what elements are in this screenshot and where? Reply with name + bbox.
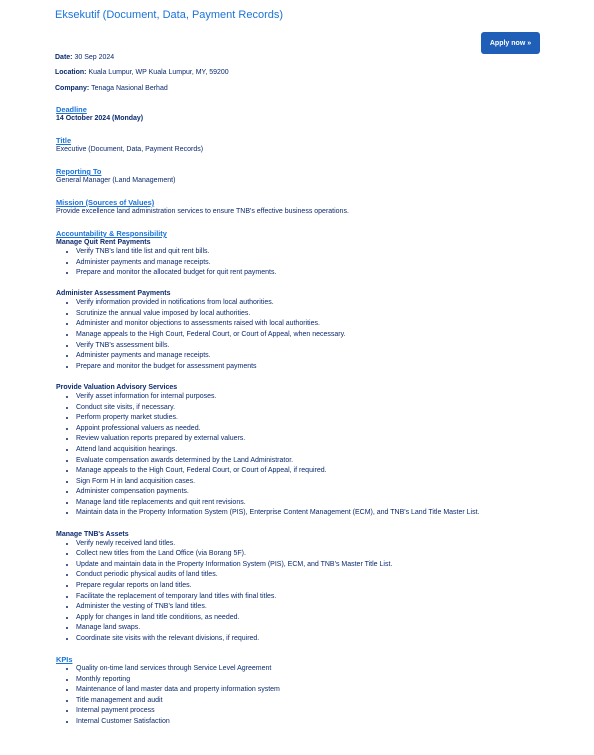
reporting-section [56, 167, 576, 185]
list-item: • Apply for changes in land title conditions, as needed. [76, 613, 576, 624]
kpis-heading: KPIs [56, 655, 73, 664]
list-item: • Review valuation reports prepared by external valuers. [76, 434, 576, 445]
list-item: • Manage land title replacements and quit rent revisions. [76, 498, 576, 509]
list-item: • Conduct site visits, if necessary. [76, 403, 576, 414]
list-item: • Prepare and monitor the budget for assessment payments [76, 362, 576, 373]
accountability-heading: Accountability & Responsibility [56, 229, 167, 238]
location-value: Kuala Lumpur, WP Kuala Lumpur, MY, 59200 [88, 69, 229, 76]
title-value: Executive (Document, Data, Payment Records) [56, 146, 204, 153]
list-item: • Maintain data in the Property Information System (PIS), Enterprise Content Management (ECM), and TNB's Land Title Master List. [76, 508, 576, 519]
mission-value: Provide excellence land administration services to ensure TNB's effective business operations. [56, 208, 349, 215]
list-item: • Administer and monitor objections to assessments raised with local authorities. [76, 319, 576, 330]
list-item: • Verify asset information for internal purposes. [76, 392, 576, 403]
list-item: • Internal Customer Satisfaction [76, 717, 576, 728]
list-item: • Maintenance of land master data and property information system [76, 685, 576, 696]
kpis-section [56, 655, 576, 728]
location-row [55, 69, 229, 76]
list-item: • Verify TNB's land title list and quit rent bills. [76, 247, 576, 258]
group-assets [56, 530, 576, 645]
list-item: • Verify newly received land titles. [76, 539, 576, 550]
list-item: • Prepare regular reports on land titles. [76, 581, 576, 592]
group-title: Administer Assessment Payments [56, 290, 171, 298]
company-label: Company: [55, 85, 90, 92]
list-item: • Sign Form H in land acquisition cases. [76, 477, 576, 488]
list-item: • Manage land swaps. [76, 623, 576, 634]
list-item: • Perform property market studies. [76, 413, 576, 424]
list-item: • Collect new titles from the Land Office (via Borang 5F). [76, 549, 576, 560]
list-item: • Attend land acquisition hearings. [76, 445, 576, 456]
mission-heading: Mission (Sources of Values) [56, 198, 155, 207]
company-row [55, 85, 168, 92]
location-label: Location: [55, 69, 87, 76]
deadline-section [56, 105, 576, 123]
list-item: • Manage appeals to the High Court, Federal Court, or Court of Appeal, if required. [76, 466, 576, 477]
list-item: • Administer payments and manage receipts. [76, 351, 576, 362]
job-title: Eksekutif (Document, Data, Payment Records) [55, 9, 284, 21]
list-item: • Internal payment process [76, 706, 576, 717]
list-item: • Facilitate the replacement of temporary land titles with final titles. [76, 592, 576, 603]
title-section [56, 136, 576, 154]
group-quit-rent [56, 238, 576, 279]
date-value: 30 Sep 2024 [74, 54, 115, 61]
list-item: • Monthly reporting [76, 675, 576, 686]
group-title: Manage TNB's Assets [56, 530, 129, 538]
date-label: Date: [55, 54, 73, 61]
list-item: • Verify information provided in notifications from local authorities. [76, 298, 576, 309]
list-item: • Prepare and monitor the allocated budget for quit rent payments. [76, 268, 576, 279]
list-item: • Verify TNB's assessment bills. [76, 341, 576, 352]
list-item: • Administer compensation payments. [76, 487, 576, 498]
job-details [56, 105, 576, 728]
list-item: • Scrutinize the annual value imposed by local authorities. [76, 309, 576, 320]
apply-now-button[interactable]: Apply now » [481, 32, 540, 54]
group-title: Manage Quit Rent Payments [56, 239, 151, 246]
date-row [55, 54, 114, 61]
list-item: • Manage appeals to the High Court, Federal Court, or Court of Appeal, when necessary. [76, 330, 576, 341]
list-item: • Administer the vesting of TNB's land titles. [76, 602, 576, 613]
group-assessment [56, 289, 576, 372]
list-item: • Evaluate compensation awards determined by the Land Administrator. [76, 456, 576, 467]
deadline-value: 14 October 2024 (Monday) [56, 115, 144, 122]
deadline-heading: Deadline [56, 105, 87, 114]
company-value: Tenaga Nasional Berhad [91, 85, 168, 92]
group-valuation [56, 383, 576, 519]
reporting-value: General Manager (Land Management) [56, 177, 176, 184]
group-title: Provide Valuation Advisory Services [56, 383, 178, 391]
list-item: • Appoint professional valuers as needed. [76, 424, 576, 435]
reporting-heading: Reporting To [56, 167, 102, 176]
list-item: • Coordinate site visits with the relevant divisions, if required. [76, 634, 576, 645]
list-item: • Administer payments and manage receipts. [76, 258, 576, 269]
list-item: • Title management and audit [76, 696, 576, 707]
list-item: • Update and maintain data in the Property Information System (PIS), ECM, and TNB's Master Title List. [76, 560, 576, 571]
accountability-section [56, 229, 576, 645]
mission-section [56, 198, 576, 216]
title-heading: Title [56, 136, 72, 145]
list-item: • Quality on-time land services through Service Level Agreement [76, 664, 576, 675]
list-item: • Conduct periodic physical audits of land titles. [76, 570, 576, 581]
